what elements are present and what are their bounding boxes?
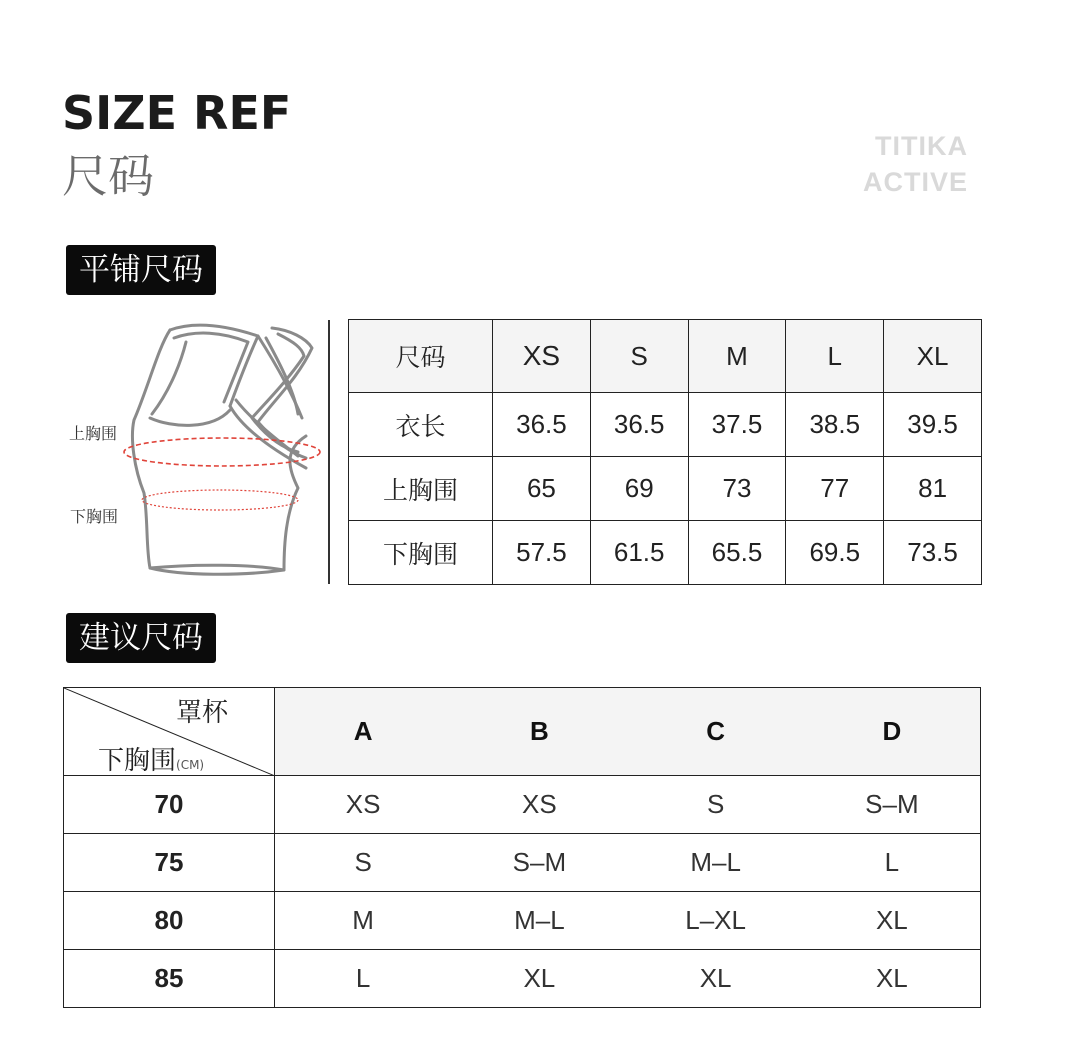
table-cell: L bbox=[884, 847, 900, 877]
bra-illustration bbox=[62, 318, 332, 588]
table-cell: 57.5 bbox=[493, 521, 591, 585]
header-cell: 尺码 bbox=[349, 320, 493, 393]
cup-axis-label: 罩杯 bbox=[175, 698, 228, 728]
cup-a: A bbox=[353, 716, 373, 746]
row-name: 下胸围 bbox=[349, 521, 493, 585]
cup-header bbox=[275, 688, 981, 776]
table-row bbox=[349, 393, 982, 457]
brand-line-1: TITIKA bbox=[875, 131, 968, 161]
table-cell: 61.5 bbox=[590, 521, 688, 585]
recommended-size-table bbox=[63, 687, 981, 1008]
row-name: 上胸围 bbox=[349, 457, 493, 521]
upper-bust-label: 上胸围 bbox=[69, 424, 118, 443]
table-cell: M–L bbox=[514, 905, 565, 935]
size-values bbox=[275, 834, 981, 892]
table-cell: 65 bbox=[493, 457, 591, 521]
table-cell: 73.5 bbox=[884, 521, 982, 585]
table-cell: S–M bbox=[865, 789, 919, 819]
brand-logo bbox=[863, 128, 968, 200]
table-cell: 65.5 bbox=[688, 521, 786, 585]
size-values bbox=[275, 776, 981, 834]
table-row bbox=[64, 892, 981, 950]
table-cell: 77 bbox=[786, 457, 884, 521]
header-cell: XL bbox=[884, 320, 982, 393]
table-cell: M–L bbox=[690, 847, 741, 877]
page-title: SIZE REF bbox=[62, 86, 292, 140]
band-axis-label bbox=[98, 740, 204, 777]
brand-line-2: ACTIVE bbox=[862, 167, 968, 197]
table-row bbox=[349, 457, 982, 521]
table-row bbox=[64, 950, 981, 1008]
table-cell: 39.5 bbox=[884, 393, 982, 457]
table-cell: 69 bbox=[590, 457, 688, 521]
header-cell: M bbox=[688, 320, 786, 393]
table-cell: 36.5 bbox=[590, 393, 688, 457]
table-row bbox=[349, 521, 982, 585]
band-value: 80 bbox=[64, 892, 275, 950]
divider bbox=[328, 320, 330, 584]
table-cell: XL bbox=[523, 963, 556, 993]
table-cell: M bbox=[352, 905, 374, 935]
table-cell: 81 bbox=[884, 457, 982, 521]
table-cell: XL bbox=[875, 905, 908, 935]
flat-size-table bbox=[348, 319, 982, 585]
table-cell: 38.5 bbox=[786, 393, 884, 457]
under-bust-label: 下胸围 bbox=[70, 507, 119, 526]
table-cell: XL bbox=[699, 963, 732, 993]
table-row bbox=[64, 776, 981, 834]
cup-c: C bbox=[706, 716, 726, 746]
size-values bbox=[275, 950, 981, 1008]
header-cell: XS bbox=[493, 320, 591, 393]
table-cell: 73 bbox=[688, 457, 786, 521]
band-value: 70 bbox=[64, 776, 275, 834]
table-cell: 69.5 bbox=[786, 521, 884, 585]
table-cell: S bbox=[706, 789, 725, 819]
table-cell: 36.5 bbox=[493, 393, 591, 457]
row-name: 衣长 bbox=[349, 393, 493, 457]
flat-size-label: 平铺尺码 bbox=[66, 245, 216, 295]
table-cell: XS bbox=[522, 789, 557, 819]
corner-cell bbox=[64, 688, 275, 776]
table-row bbox=[64, 834, 981, 892]
table-cell: L bbox=[355, 963, 371, 993]
table-cell: S bbox=[354, 847, 372, 877]
size-values bbox=[275, 892, 981, 950]
band-axis-text: 下胸围 bbox=[98, 746, 177, 776]
recommended-size-label: 建议尺码 bbox=[66, 613, 216, 663]
table-cell: 37.5 bbox=[688, 393, 786, 457]
band-value: 85 bbox=[64, 950, 275, 1008]
band-axis-unit: (CM) bbox=[176, 758, 205, 772]
cup-b: B bbox=[529, 716, 549, 746]
table-header-row bbox=[64, 688, 981, 776]
table-cell: L–XL bbox=[685, 905, 746, 935]
cup-d: D bbox=[882, 716, 902, 746]
header-cell: S bbox=[590, 320, 688, 393]
table-cell: S–M bbox=[512, 847, 567, 877]
band-value: 75 bbox=[64, 834, 275, 892]
header-cell: L bbox=[786, 320, 884, 393]
table-header-row bbox=[349, 320, 982, 393]
page-subtitle: 尺码 bbox=[62, 149, 154, 203]
table-cell: XS bbox=[345, 789, 381, 819]
table-cell: XL bbox=[875, 963, 908, 993]
